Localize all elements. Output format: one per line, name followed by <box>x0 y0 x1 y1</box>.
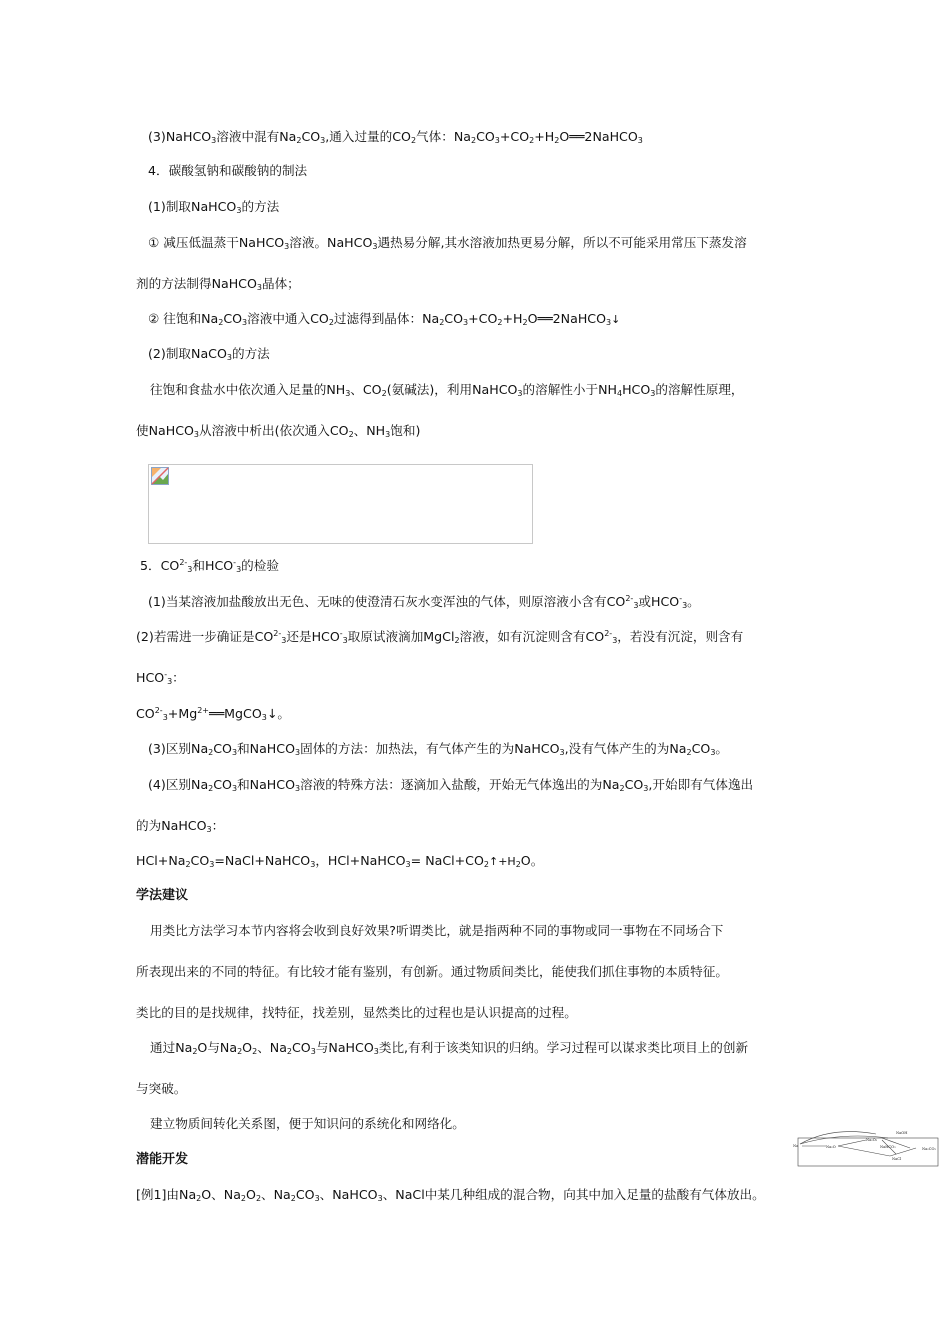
text-line: 类比的目的是找规律，找特征，找差别，显然类比的过程也是认识提高的过程。 <box>136 1005 577 1020</box>
image-placeholder <box>148 464 533 544</box>
text-line: 与突破。 <box>136 1081 187 1096</box>
text-line: (2)若需进一步确证是$CO^{2-}_3$还是$HCO^-_3$取原试液滴加MgCl$_2$溶液，如有沉淀则含有$CO^{2-}_3$，若没有沉淀，则含有 <box>136 629 744 645</box>
text-line: 用类比方法学习本节内容将会收到良好效果?听谓类比，就是指两种不同的事物或同一事物在不同场合下 <box>150 923 724 938</box>
text-line: [例1]由$Na_2O$、$Na_2O_2$、$Na_2CO_3$、NaHCO$_3$、NaCl中某几种组成的混合物，向其中加入足量的盐酸有气体放出。 <box>136 1187 765 1203</box>
section-heading-5: 5．$CO^{2-}_3$和$HCO^-_3$的检验 <box>140 558 279 574</box>
section-heading-study-tips: 学法建议 <box>136 888 189 903</box>
text-line: ② 往饱和$Na_2CO_3$溶液中通入$CO_2$过滤得到晶体：$Na_2CO_3+CO_2+H_2O══2NaHCO_3↓$ <box>148 311 621 327</box>
text-line: 使NaHCO$_3$从溶液中析出(依次通入$CO_2$、$NH_3$饱和) <box>136 423 421 439</box>
text-line: $HCl+Na_2CO_3=NaCl+NaHCO_3$，HCl+NaHCO$_3$= $NaCl+CO_2↑+H_2O$。 <box>136 853 544 869</box>
text-line: 建立物质间转化关系图，便于知识问的系统化和网络化。 <box>150 1116 465 1131</box>
diagram-node: NaOH <box>896 1131 908 1135</box>
text-line: (2)制取NaCO$_3$的方法 <box>148 346 270 362</box>
text-line: 通过$Na_2O$与$Na_2O_2$、$Na_2CO_3$与NaHCO$_3$类比,有利于该类知识的归纳。学习过程可以谋求类比项目上的创新 <box>150 1040 749 1056</box>
text-line: 剂的方法制得NaHCO$_3$晶体； <box>136 276 300 292</box>
text-line: (3)NaHCO$_3$溶液中混有$Na_2CO_3$,通入过量的$CO_2$气体：$Na_2CO_3+CO_2+H_2O══2NaHCO_3$ <box>148 129 643 145</box>
text-line: (3)区别$Na_2CO_3$和NaHCO$_3$固体的方法：加热法，有气体产生的为NaHCO$_3$,没有气体产生的为$Na_2CO_3$。 <box>148 741 729 757</box>
text-line: (1)制取NaHCO$_3$的方法 <box>148 199 280 215</box>
text-line: (1)当某溶液加盐酸放出无色、无味的使澄清石灰水变浑浊的气体，则原溶液小含有$CO^{2-}_3$或$HCO^-_3$。 <box>148 594 700 610</box>
text-line: $CO^{2-}_3+Mg^{2+}══MgCO_3↓$。 <box>136 706 290 722</box>
diagram-node: Na₂O₂ <box>866 1138 878 1142</box>
text-line: 所表现出来的不同的特征。有比较才能有鉴别，有创新。通过物质间类比，能使我们抓住事物的本质特征。 <box>136 964 728 979</box>
text-line: (4)区别$Na_2CO_3$和NaHCO$_3$溶液的特殊方法：逐滴加入盐酸，开始无气体逸出的为$Na_2CO_3$,开始即有气体逸出 <box>148 777 754 793</box>
text-line: 的为NaHCO$_3$： <box>136 818 225 834</box>
diagram-node: NaHCO₃ <box>880 1145 896 1149</box>
text-line: 往饱和食盐水中依次通入足量的$NH_3$、$CO_2$(氨碱法)，利用NaHCO$_3$的溶解性小于$NH_4HCO_3$的溶解性原理， <box>150 382 744 398</box>
text-line: $HCO^-_3$： <box>136 670 185 686</box>
broken-image-icon <box>151 467 169 485</box>
section-heading-potential: 潜能开发 <box>136 1152 189 1167</box>
conversion-diagram <box>792 1124 944 1170</box>
section-heading-4: 4．碳酸氢钠和碳酸钠的制法 <box>148 163 308 178</box>
text-line: ① 减压低温蒸干NaHCO$_3$溶液。NaHCO$_3$遇热易分解,其水溶液加热更易分解，所以不可能采用常压下蒸发溶 <box>148 235 747 251</box>
diagram-node: Na <box>793 1144 799 1148</box>
diagram-node: NaCl <box>892 1157 902 1161</box>
diagram-node: Na₂CO₃ <box>922 1147 936 1151</box>
diagram-node: Na₂O <box>826 1145 836 1149</box>
